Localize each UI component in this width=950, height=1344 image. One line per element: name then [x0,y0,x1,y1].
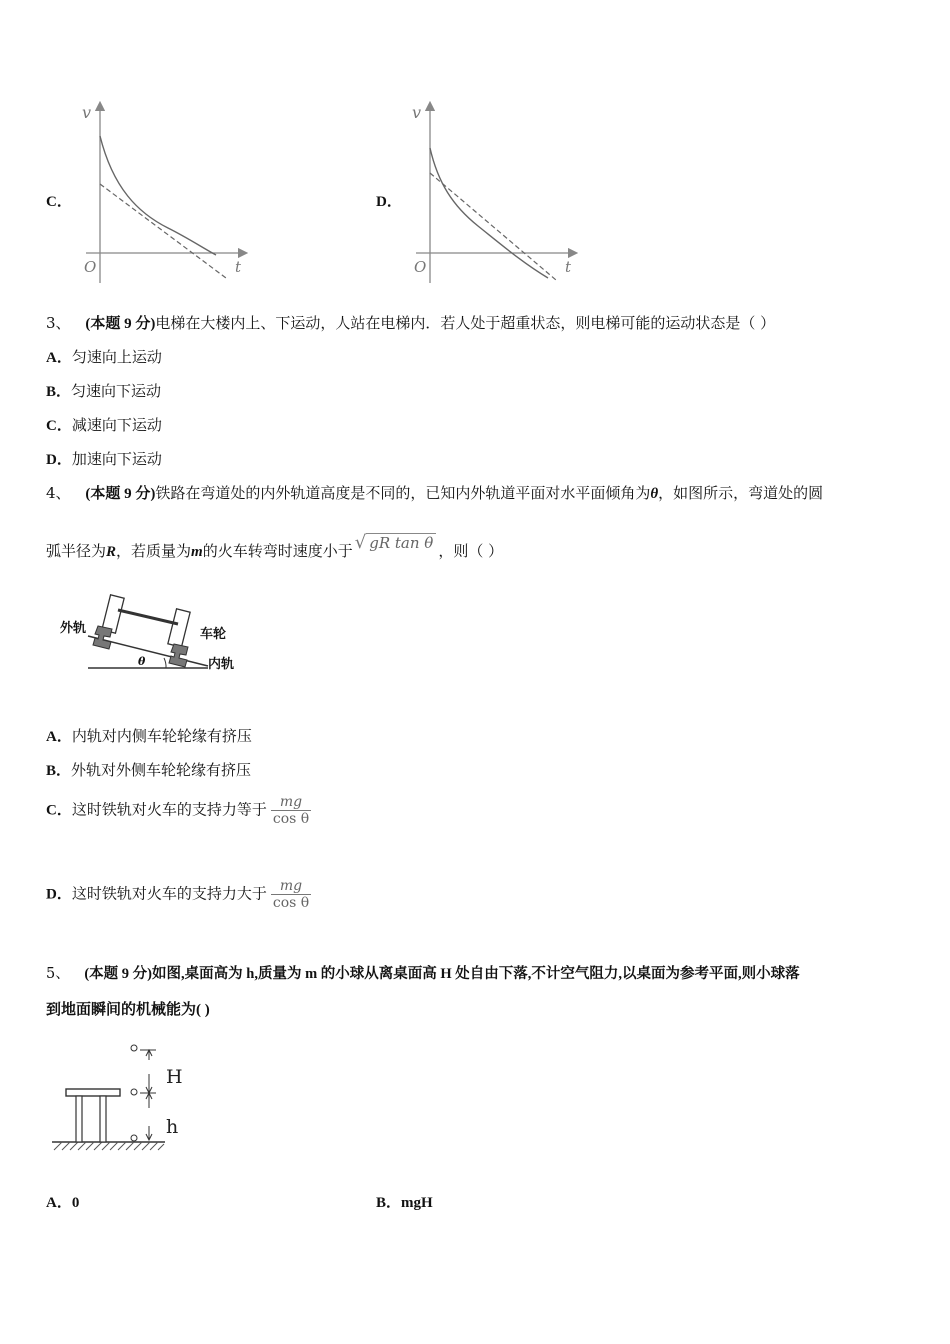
mass-symbol: m [191,544,203,560]
q5-option-b [376,1191,433,1212]
option-text: 减速向下运动 [71,416,162,434]
h-label: h [166,1116,179,1138]
q4-stem-text: 的火车转弯时速度小于 [202,542,353,560]
table-leg [100,1096,106,1142]
q4-score: (本题 9 分) [85,486,156,502]
q4-stem-text: ，则（ ） [438,542,504,560]
q5-option-a [46,1191,79,1212]
wheel-label: 车轮 [200,627,227,642]
q4-stem-text: 弧半径为 [46,542,107,560]
ground-hatching [54,1142,164,1150]
q4-option-d [46,878,311,911]
q3-stem-text: 电梯在大楼内上、下运动，人站在电梯内．若人处于超重状态，则电梯可能的运动状态是（ ） [155,314,776,332]
table-leg [76,1096,82,1142]
option-text: 外轨对外侧车轮轮缘有挤压 [71,761,252,779]
ball-table-level [131,1089,137,1095]
fraction-denominator: cos θ [272,811,310,827]
axle [118,610,178,624]
inner-rail-label: 内轨 [208,657,235,672]
q3-number: 3、 [46,314,71,332]
q5-stem-line2: 到地面瞬间的机械能为( ) [46,1002,210,1018]
q5-score: (本题 9 分) [84,966,153,982]
tangent-dashed-line [430,173,556,280]
option-text: 这时铁轨对火车的支持力等于 [71,800,267,819]
q4-stem-text: 铁路在弯道处的内外轨道高度是不同的，已知内外轨道平面对水平面倾角为 [155,484,651,502]
q4-stem-line1 [46,482,823,503]
option-label: A． [46,1195,72,1211]
option-text: 0 [71,1195,80,1211]
inner-wheel [168,609,190,647]
q3-stem [46,312,775,333]
origin-label: O [84,258,97,276]
q2-option-c-label: C． [46,194,72,210]
angle-arc [164,658,166,668]
option-label: A． [46,350,72,366]
radius-symbol: R [106,544,117,560]
q4-option-b [46,759,251,780]
v-axis-label: v [82,103,92,122]
angle-label: θ [138,655,146,668]
option-label: C． [46,418,72,434]
velocity-curve [100,136,216,255]
fraction-denominator: cos θ [272,895,310,911]
option-label: A． [46,729,72,745]
option-text: 这时铁轨对火车的支持力大于 [71,884,267,903]
q4-rail-figure [58,588,258,680]
q3-option-d [46,448,162,469]
q5-stem-text: 如图,桌面高为 h,质量为 m 的小球从离桌面高 H 处自由下落,不计空气阻力,以桌面为参考平面,则小球落 [152,966,800,982]
q4-option-c [46,794,311,827]
option-label: B． [376,1195,402,1211]
q4-stem-text: ，如图所示，弯道处的圆 [658,484,824,502]
q5-table-figure [50,1038,200,1156]
q2-option-d-label: D． [376,194,402,210]
q4-number: 4、 [46,484,71,502]
q4-stem-text: ，若质量为 [116,542,192,560]
q3-option-b [46,380,161,401]
q3-option-a [46,346,162,367]
origin-label: O [414,258,427,276]
q2-option-d-graph [408,98,583,288]
fraction-numerator: mg [271,794,311,811]
option-label: D． [46,886,72,903]
H-label: H [166,1066,183,1088]
tangent-dashed-line [100,184,226,278]
option-label: D． [46,452,72,468]
table-top [66,1089,120,1096]
q2-option-c-graph [78,98,253,288]
fraction [271,794,311,827]
t-axis-label: t [235,258,242,276]
q4-option-a [46,725,252,746]
q5-stem-line1 [46,962,800,983]
v-axis-label: v [412,103,422,122]
q3-score: (本题 9 分) [85,316,156,332]
fraction-numerator: mg [271,878,311,895]
sqrt-radicand: gR tan θ [366,533,436,552]
q3-option-c [46,414,162,435]
option-text: 匀速向下运动 [71,382,162,400]
option-text: mgH [401,1195,433,1211]
option-text: 匀速向上运动 [71,348,162,366]
option-text: 加速向下运动 [71,450,162,468]
q4-stem-line2 [46,532,504,561]
q5-number: 5、 [46,966,70,982]
outer-rail-label: 外轨 [60,621,87,636]
sqrt-expression: √ gR tan θ [355,532,437,553]
theta-symbol: θ [650,486,659,502]
fraction [271,878,311,911]
option-label: B． [46,763,72,779]
option-text: 内轨对内侧车轮轮缘有挤压 [71,727,252,745]
option-label: B． [46,384,72,400]
ball-ground [131,1135,137,1141]
inner-rail [169,644,188,667]
t-axis-label: t [565,258,572,276]
option-label: C． [46,802,72,819]
ball-initial [131,1045,137,1051]
